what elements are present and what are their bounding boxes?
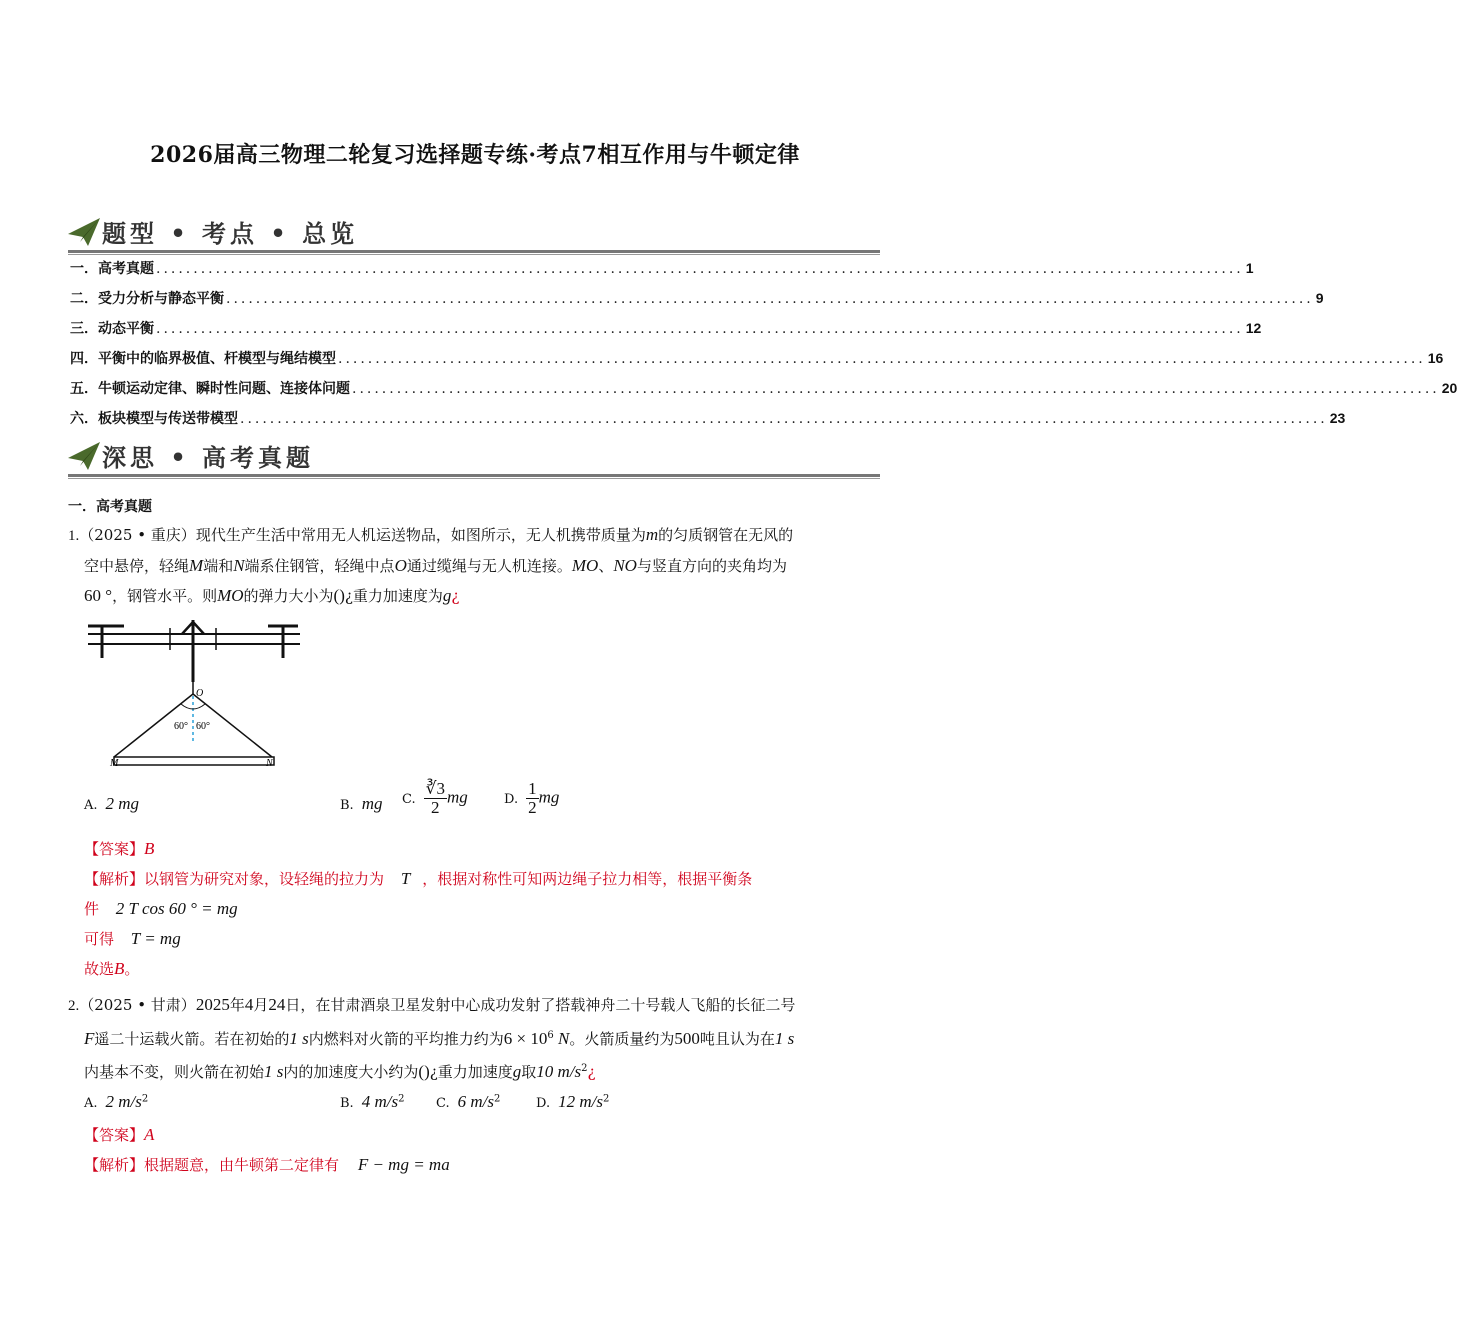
toc-entry[interactable] [70,288,1324,318]
toc-label: 二．受力分析与静态平衡 [70,291,224,307]
drone-pipe-diagram [84,612,314,772]
toc-page: 23 [1329,410,1346,426]
toc-entry[interactable] [70,348,1444,378]
analysis-line: 件 2 T cos 60 ° = mg [84,899,238,918]
question-line: 内基本不变，则火箭在初始1 s内的加速度大小约为()¿重力加速度g取10 $m/s^2¿$ [84,1062,596,1081]
option-d[interactable]: D. $\frac{1}{2}$ mg [504,779,560,817]
toc-page: 20 [1441,380,1457,396]
answer-block-q1 [84,834,884,984]
divider [68,250,880,253]
option-b[interactable]: B. mg [340,794,383,813]
label-angle-right: 60° [196,721,210,732]
table-of-contents [70,258,1457,438]
analysis-line: 【解析】根据题意，由牛顿第二定律有 F − mg = ma [84,1155,450,1174]
option-b[interactable]: B. 4 $m/s^2$ [340,1092,405,1111]
paper-plane-icon [68,442,100,470]
divider [68,254,880,255]
toc-leader: .................................................................................................................................................. [338,351,1426,367]
label-angle-left: 60° [174,721,188,732]
question-line: 60 °，钢管水平。则MO的弹力大小为()¿重力加速度为g¿ [84,586,460,605]
label-M: M [110,758,119,769]
divider [68,478,880,479]
answer-line: 【答案】B [84,839,155,858]
answer-block-q2 [84,1120,884,1180]
toc-entry[interactable] [70,318,1262,348]
section-heading: 一．高考真题 [68,499,152,515]
toc-entry[interactable] [70,378,1457,408]
question-2 [68,990,883,1087]
analysis-line: 可得 T = mg [84,929,181,948]
toc-page: 9 [1315,290,1324,306]
option-a[interactable]: A. 2 mg [84,794,140,813]
toc-label: 四．平衡中的临界极值、杆模型与绳结模型 [70,351,336,367]
toc-label: 六．板块模型与传送带模型 [70,411,238,427]
divider [68,474,880,477]
toc-leader: .................................................................................................................................................. [240,411,1328,427]
option-c[interactable]: C. $\frac{∛3}{2}$ mg [402,779,468,817]
section-banner-exam [68,436,880,480]
toc-page: 1 [1245,260,1254,276]
toc-page: 16 [1427,350,1444,366]
option-a[interactable]: A. 2 $m/s^2$ [84,1092,149,1111]
question-line: F遥二十运载火箭。若在初始的1 s内燃料对火箭的平均推力约为$6 \times 10^6$ N。火箭质量约为500吨且认为在1 s [84,1029,795,1048]
document-title: 2026届高三物理二轮复习选择题专练·考点7相互作用与牛顿定律 [150,142,800,168]
toc-label: 五．牛顿运动定律、瞬时性问题、连接体问题 [70,381,350,397]
option-d[interactable]: D. 12 $m/s^2$ [536,1092,610,1111]
toc-leader: .................................................................................................................................................. [226,291,1314,307]
toc-leader: .................................................................................................................................................. [156,261,1244,277]
option-c[interactable]: C. 6 $m/s^2$ [436,1092,501,1111]
question-line: 空中悬停，轻绳M端和N端系住钢管，轻绳中点O通过缆绳与无人机连接。MO、NO与竖直方向的夹角均为 [84,556,787,575]
toc-leader: .................................................................................................................................................. [352,381,1440,397]
conclusion-line: 故选B。 [84,959,140,978]
toc-label: 三．动态平衡 [70,321,154,337]
toc-leader: .................................................................................................................................................. [156,321,1244,337]
toc-page: 12 [1245,320,1262,336]
section-banner-overview [68,212,880,256]
answer-line: 【答案】A [84,1125,155,1144]
toc-entry[interactable] [70,408,1346,438]
question-line: 1.（2025 • 重庆）现代生产生活中常用无人机运送物品，如图所示，无人机携带质量为m的匀质钢管在无风的 [68,525,794,544]
analysis-line: 【解析】以钢管为研究对象，设轻绳的拉力为 T ，根据对称性可知两边绳子拉力相等，根据平衡条 [84,869,753,888]
banner-title: 题型 • 考点 • 总览 [102,219,359,248]
question-1 [68,520,883,611]
question-line: 2.（2025 • 甘肃）2025年4月24日，在甘肃酒泉卫星发射中心成功发射了搭载神舟二十号载人飞船的长征二号 [68,995,796,1014]
label-N: N [266,758,273,769]
toc-entry[interactable] [70,258,1254,288]
toc-label: 一．高考真题 [70,261,154,277]
paper-plane-icon [68,218,100,246]
label-O: O [196,688,204,699]
banner-title: 深思 • 高考真题 [102,443,315,472]
